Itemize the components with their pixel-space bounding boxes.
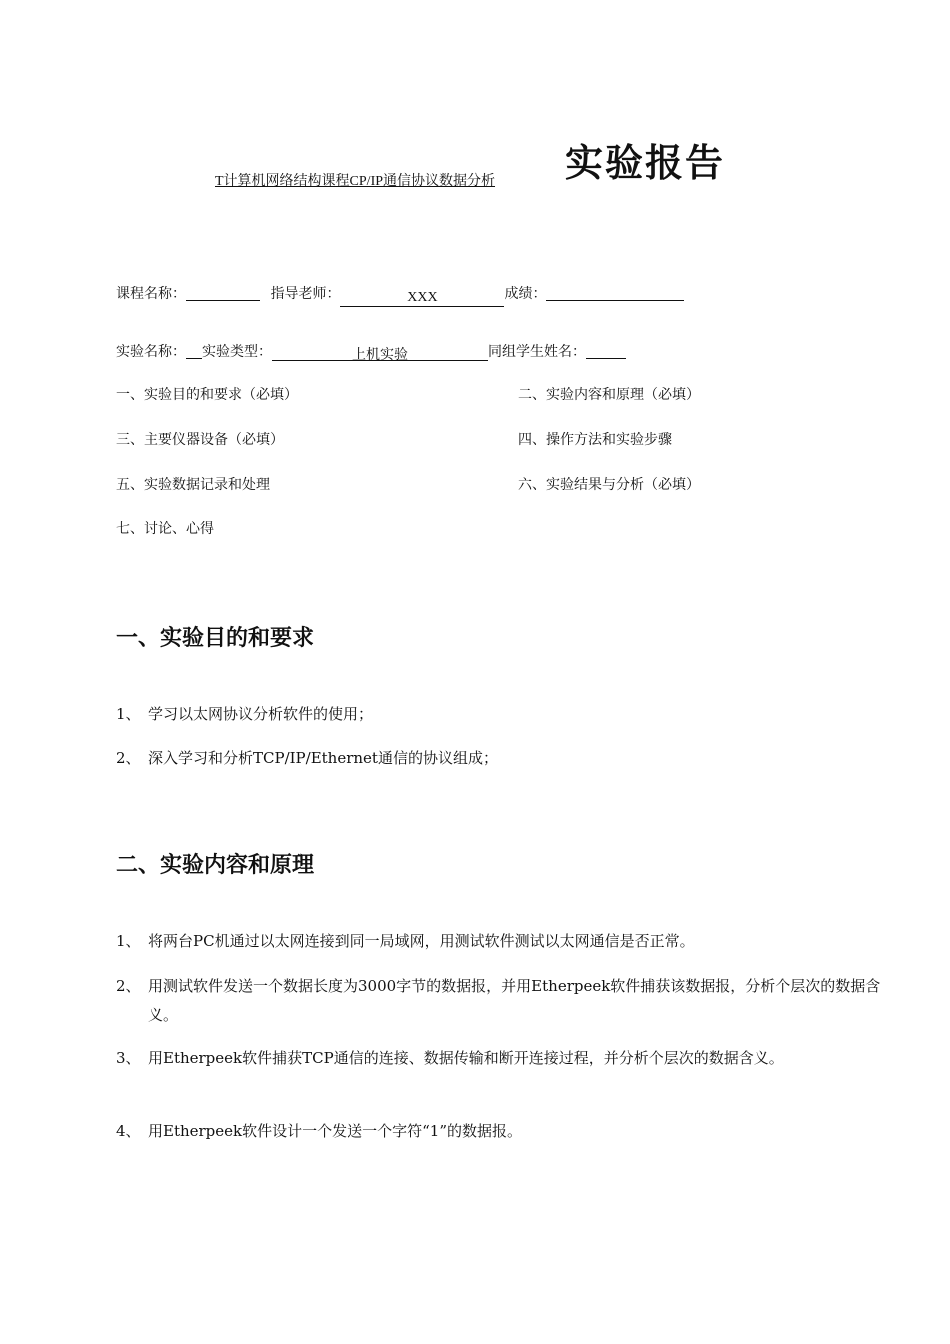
list-item — [116, 927, 896, 957]
group-members-label: 同组学生姓名： — [488, 344, 586, 360]
list-item — [116, 744, 896, 774]
item-text: 用测试软件发送一个数据长度为3000字节的数据报，并用Etherpeek软件捕获该数据报，分析个层次的数据含义。 — [148, 977, 881, 1024]
item-number: 4、 — [116, 1122, 141, 1140]
grade-label: 成绩： — [504, 286, 547, 302]
course-name-label: 课程名称： — [116, 286, 186, 302]
section-heading: 一、实验目的和要求 — [116, 626, 315, 651]
teacher-label: 指导老师： — [270, 286, 341, 302]
experiment-type-field[interactable]: 上机实验 — [272, 344, 488, 361]
toc-item: 五、实验数据记录和处理 — [116, 477, 270, 493]
toc-item: 六、实验结果与分析（必填） — [518, 477, 700, 493]
item-text: 用Etherpeek软件捕获TCP通信的连接、数据传输和断开连接过程，并分析个层次的数据含义。 — [148, 1049, 784, 1067]
toc-item: 二、实验内容和原理（必填） — [518, 387, 700, 403]
course-name-field[interactable] — [186, 284, 260, 301]
item-text: 将两台PC机通过以太网连接到同一局域网，用测试软件测试以太网通信是否正常。 — [148, 932, 695, 950]
list-item — [116, 1044, 896, 1104]
toc-item: 七、讨论、心得 — [116, 521, 214, 537]
info-row-2 — [116, 341, 626, 361]
list-item — [116, 972, 896, 1032]
item-number: 2、 — [116, 977, 141, 995]
list-item — [116, 1117, 896, 1147]
info-row-1 — [116, 283, 684, 307]
toc-item: 三、主要仪器设备（必填） — [116, 432, 284, 448]
course-full-title: T计算机网络结构课程CP/IP通信协议数据分析 — [215, 174, 496, 189]
list-item — [116, 700, 896, 730]
experiment-name-label: 实验名称： — [116, 344, 186, 360]
item-number: 2、 — [116, 749, 141, 767]
toc-item: 一、实验目的和要求（必填） — [116, 387, 298, 403]
toc-item: 四、操作方法和实验步骤 — [518, 432, 672, 448]
item-number: 3、 — [116, 1049, 141, 1067]
item-text: 深入学习和分析TCP/IP/Ethernet通信的协议组成； — [148, 749, 498, 767]
teacher-field[interactable]: XXX — [340, 290, 504, 307]
experiment-name-field[interactable] — [186, 342, 202, 359]
item-text: 学习以太网协议分析软件的使用； — [148, 705, 374, 723]
section-heading: 二、实验内容和原理 — [116, 853, 315, 878]
report-title: 实验报告 — [565, 140, 726, 185]
item-number: 1、 — [116, 932, 141, 950]
group-members-field[interactable] — [586, 342, 626, 359]
experiment-type-label: 实验类型： — [202, 344, 272, 360]
item-text: 用Etherpeek软件设计一个发送一个字符“1”的数据报。 — [148, 1122, 523, 1140]
item-number: 1、 — [116, 705, 141, 723]
grade-field[interactable] — [546, 284, 684, 301]
